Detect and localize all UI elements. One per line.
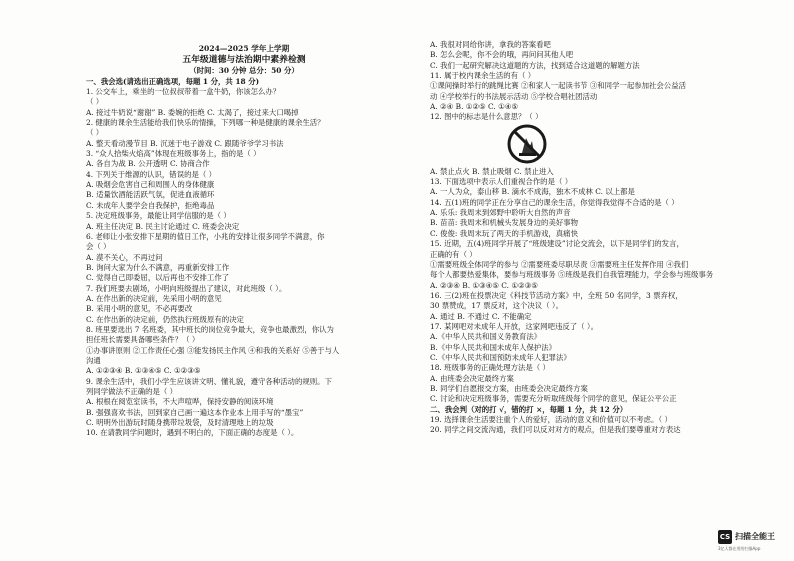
- right-question-line: 13. 下面选项中表示人们重视合作的是（ ）: [430, 177, 573, 187]
- left-question-line: A. 漠不关心，不再过问: [86, 252, 163, 262]
- left-question-line: C. 觉得自己即委屈，以后再也不安排工作了: [86, 273, 230, 283]
- right-question-line: A. ②④ B. ①②⑤ C. ①④⑤: [430, 102, 518, 112]
- left-question-line: 10. 在请教同学问题时，遇到不明白的，下面正确的态度是（ ）。: [86, 428, 299, 438]
- no-fire-sign-icon: [506, 123, 548, 165]
- right-question-line: B. 怎么会呢，你不会的哦，再问问其他人吧: [430, 50, 574, 60]
- right-question-line: B. 苗苗: 我周末和机械头发展身边的美好事物: [430, 218, 579, 228]
- right-question-line: C. 我们一起研究解决这道题的方法，找到适合这道题的解题方法: [430, 60, 640, 70]
- left-question-line: B. 强强喜欢书法，回到家自己画一遍这本作业本上用手写的“墨宝”: [86, 407, 304, 417]
- right-question-line: 18. 班级事务的正确处理方法是（ ）: [430, 363, 550, 373]
- right-question-line: B. 同学们自愿报交方案，由班委会决定最终方案: [430, 383, 588, 393]
- right-question-list-bottom: [430, 167, 760, 436]
- right-question-line: 二、我会判（对的打 √，错的打 ×，每题 1 分，共 12 分）: [430, 404, 628, 414]
- scanner-logo-icon: CS: [718, 530, 732, 544]
- left-question-line: A. 各自为战 B. 公开透明 C. 协商合作: [86, 159, 210, 169]
- right-question-line: A. 乐乐: 我周末到郊野中聆听大自然的声音: [430, 208, 571, 218]
- right-question-line: A. ②③④ B. ①③④⑤ C. ①②③⑤: [430, 280, 538, 290]
- right-question-line: B.《中华人民共和国未成年人保护法》: [430, 342, 557, 352]
- left-question-line: B. 采用小明的意见，不必再要改: [86, 304, 193, 314]
- left-question-line: 沟通: [86, 355, 101, 365]
- exam-title: 五年级道德与法治期中素养检测: [182, 55, 306, 66]
- left-question-line: C. 明明外出游玩时随身携带垃圾袋，及时清理地上的垃圾: [86, 418, 274, 428]
- scanner-watermark: [718, 527, 780, 555]
- right-question-line: 16. 三(2)班在投票决定《科技节活动方案》中，全班 50 名同学，3 票弃权，: [430, 290, 683, 300]
- right-question-line: 15. 近期，五(4)班同学开展了“班级建设”讨论交流会，以下是同学们的发言，: [430, 239, 684, 249]
- right-question-line: 正确的有（ ）: [430, 249, 477, 259]
- left-question-line: B. 询问大家为什么不满意，再重新安排工作: [86, 262, 230, 272]
- right-question-line: A. 我很对同给你讲，拿我的答案看吧: [430, 40, 551, 49]
- left-question-list: [86, 77, 402, 439]
- left-question-line: （ ）: [86, 97, 104, 107]
- left-question-line: 一、我会选(请选出正确选项，每题 1 分，共 18 分): [86, 76, 260, 86]
- right-question-line: 动 ④学校举行的书法展示活动 ⑤学校合唱社团活动: [430, 91, 598, 101]
- question-12-figure: [430, 123, 760, 167]
- right-question-line: C. 俊俊: 我周末玩了两天的手机游戏，真痛快: [430, 228, 578, 238]
- left-column: [86, 44, 402, 439]
- left-question-line: 5. 决定班级事务，最能让同学信服的是（ ）: [86, 211, 231, 221]
- right-question-line: A.《中华人民共和国义务教育法》: [430, 332, 542, 342]
- right-question-line: 14. 五(1)班的同学正在分享自己的课余生活，你觉得我觉得不合适的是（ ）: [430, 197, 679, 207]
- right-question-line: 每个人都要热爱集体，要参与班级事务 ⑤班级是我们自我管理能力，学会参与班级事务: [430, 270, 714, 280]
- right-question-line: A. 禁止点火 B. 禁止吸烟 C. 禁止进入: [430, 166, 554, 176]
- left-question-line: A. 吸烟会危害自己和周围人的身体健康: [86, 180, 215, 190]
- right-question-line: A. 一人为众，泰山移 B. 滴水不成海，独木不成林 C. 以上都是: [430, 187, 635, 197]
- left-question-line: 担任班长需要具备哪些条件？（ ）: [86, 335, 200, 345]
- left-question-line: 7. 我们班要去剧场，小明向班级提出了建议，对此班级（ ）。: [86, 283, 287, 293]
- left-question-line: 9. 课余生活中，我们小学生应该讲文明、懂礼貌，遵守各种活动的规则。下: [86, 376, 332, 386]
- right-question-line: 12. 图中的标志是什么意思？（ ）: [430, 112, 543, 122]
- left-question-line: 3. “众人拾柴火焰高”体现在班级事务上，指的是（ ）: [86, 149, 261, 159]
- right-question-line: A. 由班委会决定最终方案: [430, 373, 514, 383]
- left-question-line: 6. 老师让小张安排下星期的值日工作，小兆的安排让很多同学不满意，你: [86, 231, 325, 241]
- left-question-line: A. 在作出新的决定前，先采用小明的意见: [86, 293, 222, 303]
- left-question-line: 列同学做法不正确的是（ ）: [86, 387, 178, 396]
- left-question-line: ①办事讲原则 ②工作责任心强 ③能发扬民主作风 ④和我的关系好 ⑤善于与人: [86, 345, 340, 355]
- left-question-line: （ ）: [86, 128, 104, 138]
- left-question-line: 会（ ）: [86, 242, 111, 252]
- left-question-line: A. 接过牛奶说“谢谢” B. 委婉的拒绝 C. 太渴了，接过来大口喝掉: [86, 107, 299, 117]
- left-question-line: A. 根根在阅览室读书，不大声喧哗，保持安静的阅读环境: [86, 397, 274, 407]
- right-question-line: 30 票赞成，17 票反对，这个决议（ ）。: [430, 301, 564, 311]
- left-question-line: 4. 下列关于维源的认识，错误的是（ ）: [86, 169, 217, 179]
- left-question-line: 1. 公交车上，乘坐的一位叔叔带着一盒牛奶，你该怎么办？: [86, 87, 281, 97]
- right-question-line: 11. 属于校内课余生活的有（ ）: [430, 71, 536, 81]
- exam-term-title: 2024—2025 学年上学期: [198, 44, 290, 53]
- right-question-list-top: [430, 40, 760, 123]
- right-question-line: C. 讨论和决定班级事务，需要充分听取班级每个同学的意见，保证公平公正: [430, 394, 677, 404]
- right-question-line: 19. 选择课余生活要注重个人的爱好，活动的意义和价值可以不考虑。（ ）: [430, 415, 672, 424]
- scanner-tagline: 3亿人都在用的扫描App: [718, 546, 761, 551]
- right-question-line: A. 通过 B. 不通过 C. 不能确定: [430, 311, 532, 321]
- left-question-line: 8. 班里要选出 7 名班委，其中班长的岗位竞争最大，竞争也最激烈，你认为: [86, 324, 334, 334]
- right-column: [430, 40, 760, 436]
- exam-time-score: （时间：30 分钟 总分：50 分）: [189, 66, 299, 76]
- right-question-line: ①课间操时举行的跳绳比赛 ②和家人一起读书节 ③和同学一起参加社会公益活: [430, 81, 686, 91]
- right-question-line: 20. 同学之间交流沟通，我们可以反对对方的观点，但是我们要尊重对方表达: [430, 425, 681, 435]
- left-question-line: C. 未成年人要学会自我保护，拒绝毒品: [86, 200, 215, 210]
- left-question-line: C. 在作出新的决定前，仍然执行班级原有的决定: [86, 314, 244, 324]
- scanner-app-name: 扫描全能王: [735, 532, 775, 541]
- left-question-line: B. 适量饮酒能活跃气氛，促进血液循环: [86, 190, 215, 200]
- right-question-line: ①需要班级全体同学的参与 ②需要班委尽职尽责 ③需要班主任发挥作用 ④我们: [430, 259, 689, 269]
- right-question-line: C.《中华人民共和国预防未成年人犯罪法》: [430, 352, 571, 362]
- left-question-line: 2. 健康的课余生活能给我们快乐的情操，下列哪一种是健康的课余生活？: [86, 118, 325, 128]
- right-question-line: 17. 某网吧对未成年人开放，这家网吧违反了（ ）。: [430, 321, 598, 331]
- left-question-line: A. ①②③④ B. ①③④⑤ C. ①②③⑤: [86, 366, 201, 376]
- left-question-line: A. 班主任决定 B. 民主讨论通过 C. 班委会决定: [86, 221, 240, 231]
- left-question-line: A. 整天看动漫节目 B. 沉迷于电子游戏 C. 跟随爷爷学习书法: [86, 138, 284, 148]
